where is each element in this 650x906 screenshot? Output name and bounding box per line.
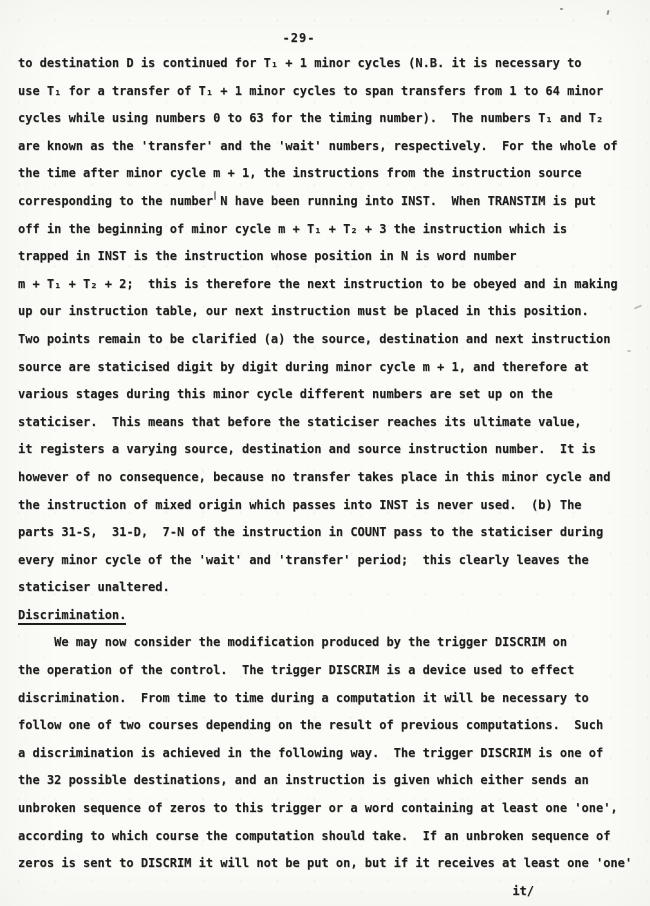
text-line: trapped in INST is the instruction whose position in N is word number: [18, 249, 517, 264]
text-line: the operation of the control. The trigger DISCRIM is a device used to effect: [18, 663, 575, 678]
text-line: the 32 possible destinations, and an instruction is given which either sends an: [18, 773, 589, 788]
text-line: it registers a varying source, destination and source instruction number. It is: [18, 442, 596, 457]
text-line: staticiser. This means that before the staticiser reaches its ultimate value,: [18, 414, 582, 429]
text-line: however of no consequence, because no transfer takes place in this minor cycle and: [18, 469, 611, 484]
scan-artifact: [560, 8, 563, 10]
text-line: source are staticised digit by digit during minor cycle m + 1, and therefore at: [18, 359, 589, 374]
text-line: are known as the 'transfer' and the 'wait' numbers, respectively. For the whole of: [18, 138, 618, 153]
text-line: the time after minor cycle m + 1, the instructions from the instruction source: [18, 166, 582, 181]
section-heading: Discrimination.: [18, 608, 126, 625]
text-line: various stages during this minor cycle different numbers are set up on the: [18, 387, 553, 402]
text-line: m + T₁ + T₂ + 2; this is therefore the next instruction to be obeyed and in making: [18, 276, 618, 291]
scan-artifact: [606, 10, 609, 15]
text-line: up our instruction table, our next instruction must be placed in this position.: [18, 304, 589, 319]
text-line: a discrimination is achieved in the following way. The trigger DISCRIM is one of: [18, 745, 604, 760]
text-line: off in the beginning of minor cycle m + T₁ + T₂ + 3 the instruction which is: [18, 221, 568, 236]
text-line: unbroken sequence of zeros to this trigger or a word containing at least one 'one',: [18, 801, 618, 816]
text-line: follow one of two courses depending on the result of previous computations. Such: [18, 718, 604, 733]
text-line: staticiser unaltered.: [18, 580, 170, 595]
text-line: discrimination. From time to time during a computation it will be necessary to: [18, 690, 589, 705]
continuation-mark: it/: [512, 883, 534, 898]
text-line: the instruction of mixed origin which passes into INST is never used. (b) The: [18, 497, 582, 512]
text-line: to destination D is continued for T₁ + 1 minor cycles (N.B. it is necessary to: [18, 56, 582, 70]
text-line: according to which course the computation should take. If an unbroken sequence of: [18, 828, 611, 843]
body-text: [18, 50, 638, 905]
text-line: every minor cycle of the 'wait' and 'transfer' period; this clearly leaves the: [18, 552, 589, 567]
text-line: parts 31-S, 31-D, 7-N of the instruction in COUNT pass to the staticiser during: [18, 525, 604, 540]
page-number: -29-: [282, 31, 316, 45]
text-line: corresponding to the number N have been running into INST. When TRANSTIM is put: [18, 193, 596, 208]
text-line: We may now consider the modification produced by the trigger DISCRIM on: [18, 635, 568, 650]
text-line: Two points remain to be clarified (a) the source, destination and next instruction: [18, 331, 611, 346]
section-heading-line: [18, 602, 638, 630]
text-line: use T₁ for a transfer of T₁ + 1 minor cycles to span transfers from 1 to 64 minor: [18, 83, 604, 98]
text-line: zeros is sent to DISCRIM it will not be put on, but if it receives at least one 'one': [18, 856, 633, 871]
text-line: cycles while using numbers 0 to 63 for the timing number). The numbers T₁ and T₂: [18, 111, 604, 126]
